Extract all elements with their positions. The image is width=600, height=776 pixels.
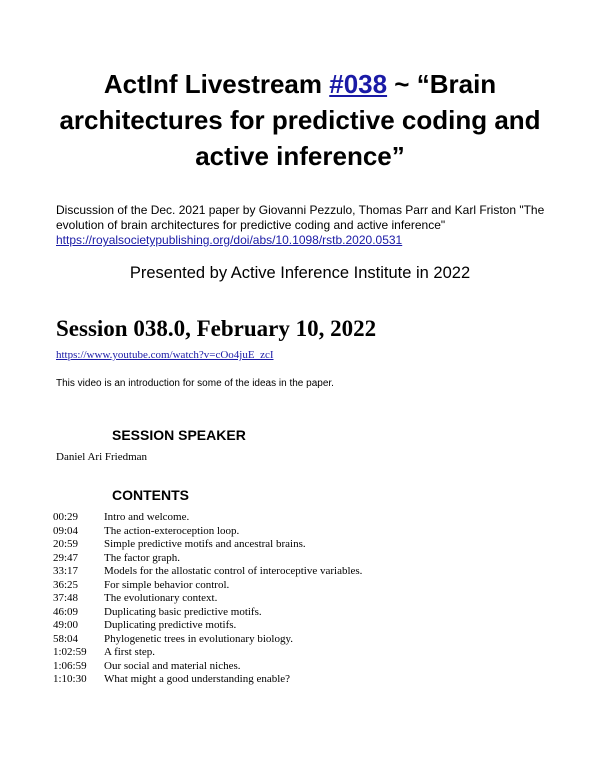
contents-timestamp: 09:04 [53,524,79,537]
speaker-name: Daniel Ari Friedman [56,451,148,463]
contents-item [53,646,362,660]
contents-timestamp: 49:00 [53,619,79,631]
page-title [40,66,560,174]
contents-item [53,606,362,620]
contents-label: Phylogenetic trees in evolutionary biology. [104,632,293,645]
contents-list [53,511,362,687]
contents-item [53,633,362,647]
contents-item [53,511,362,525]
title-prefix: ActInf Livestream [103,69,330,99]
contents-timestamp: 1:10:30 [53,673,87,685]
contents-label: Models for the allostatic control of interoceptive variables. [104,565,363,577]
contents-label: Intro and welcome. [104,511,190,523]
contents-item [53,579,362,593]
contents-item [53,660,362,674]
contents-item [53,673,362,687]
contents-item [53,552,362,566]
contents-label: Our social and material niches. [104,659,241,672]
contents-label: For simple behavior control. [104,578,230,591]
contents-item [53,592,362,606]
contents-timestamp: 58:04 [53,632,79,645]
video-link[interactable]: https://www.youtube.com/watch?v=cOo4juE_zcI [56,349,274,361]
contents-timestamp: 1:06:59 [53,659,87,672]
contents-item [53,619,362,633]
contents-label: What might a good understanding enable? [104,673,291,685]
intro-text: Discussion of the Dec. 2021 paper by Giovanni Pezzulo, Thomas Parr and Karl Friston "The evolution of brain architectures for predictive coding and active inference" [56,203,545,232]
contents-item [53,565,362,579]
contents-timestamp: 29:47 [53,551,79,564]
contents-label: The evolutionary context. [104,592,218,604]
speaker-heading: SESSION SPEAKER [112,427,246,443]
contents-label: The action-exteroception loop. [104,524,240,537]
contents-timestamp: 33:17 [53,565,79,577]
intro-paragraph [56,203,556,248]
contents-label: A first step. [104,646,156,658]
contents-timestamp: 00:29 [53,511,79,523]
contents-timestamp: 20:59 [53,538,79,550]
contents-timestamp: 46:09 [53,605,79,618]
contents-timestamp: 37:48 [53,592,79,604]
title-episode-link[interactable]: #038 [329,69,388,99]
contents-label: Duplicating basic predictive motifs. [104,605,262,618]
session-title: Session 038.0, February 10, 2022 [56,316,377,341]
contents-label: Duplicating predictive motifs. [104,619,237,631]
presented-by: Presented by Active Inference Institute in 2022 [129,264,471,282]
contents-item [53,538,362,552]
title-suffix: ~ “Brain architectures for predictive coding and active inference” [59,69,541,171]
contents-timestamp: 36:25 [53,578,79,591]
session-description: This video is an introduction for some of the ideas in the paper. [56,378,334,389]
contents-label: The factor graph. [104,551,181,564]
contents-label: Simple predictive motifs and ancestral brains. [104,538,306,550]
contents-timestamp: 1:02:59 [53,646,87,658]
contents-heading: CONTENTS [112,487,189,503]
contents-item [53,525,362,539]
paper-link[interactable]: https://royalsocietypublishing.org/doi/abs/10.1098/rstb.2020.0531 [56,233,403,247]
